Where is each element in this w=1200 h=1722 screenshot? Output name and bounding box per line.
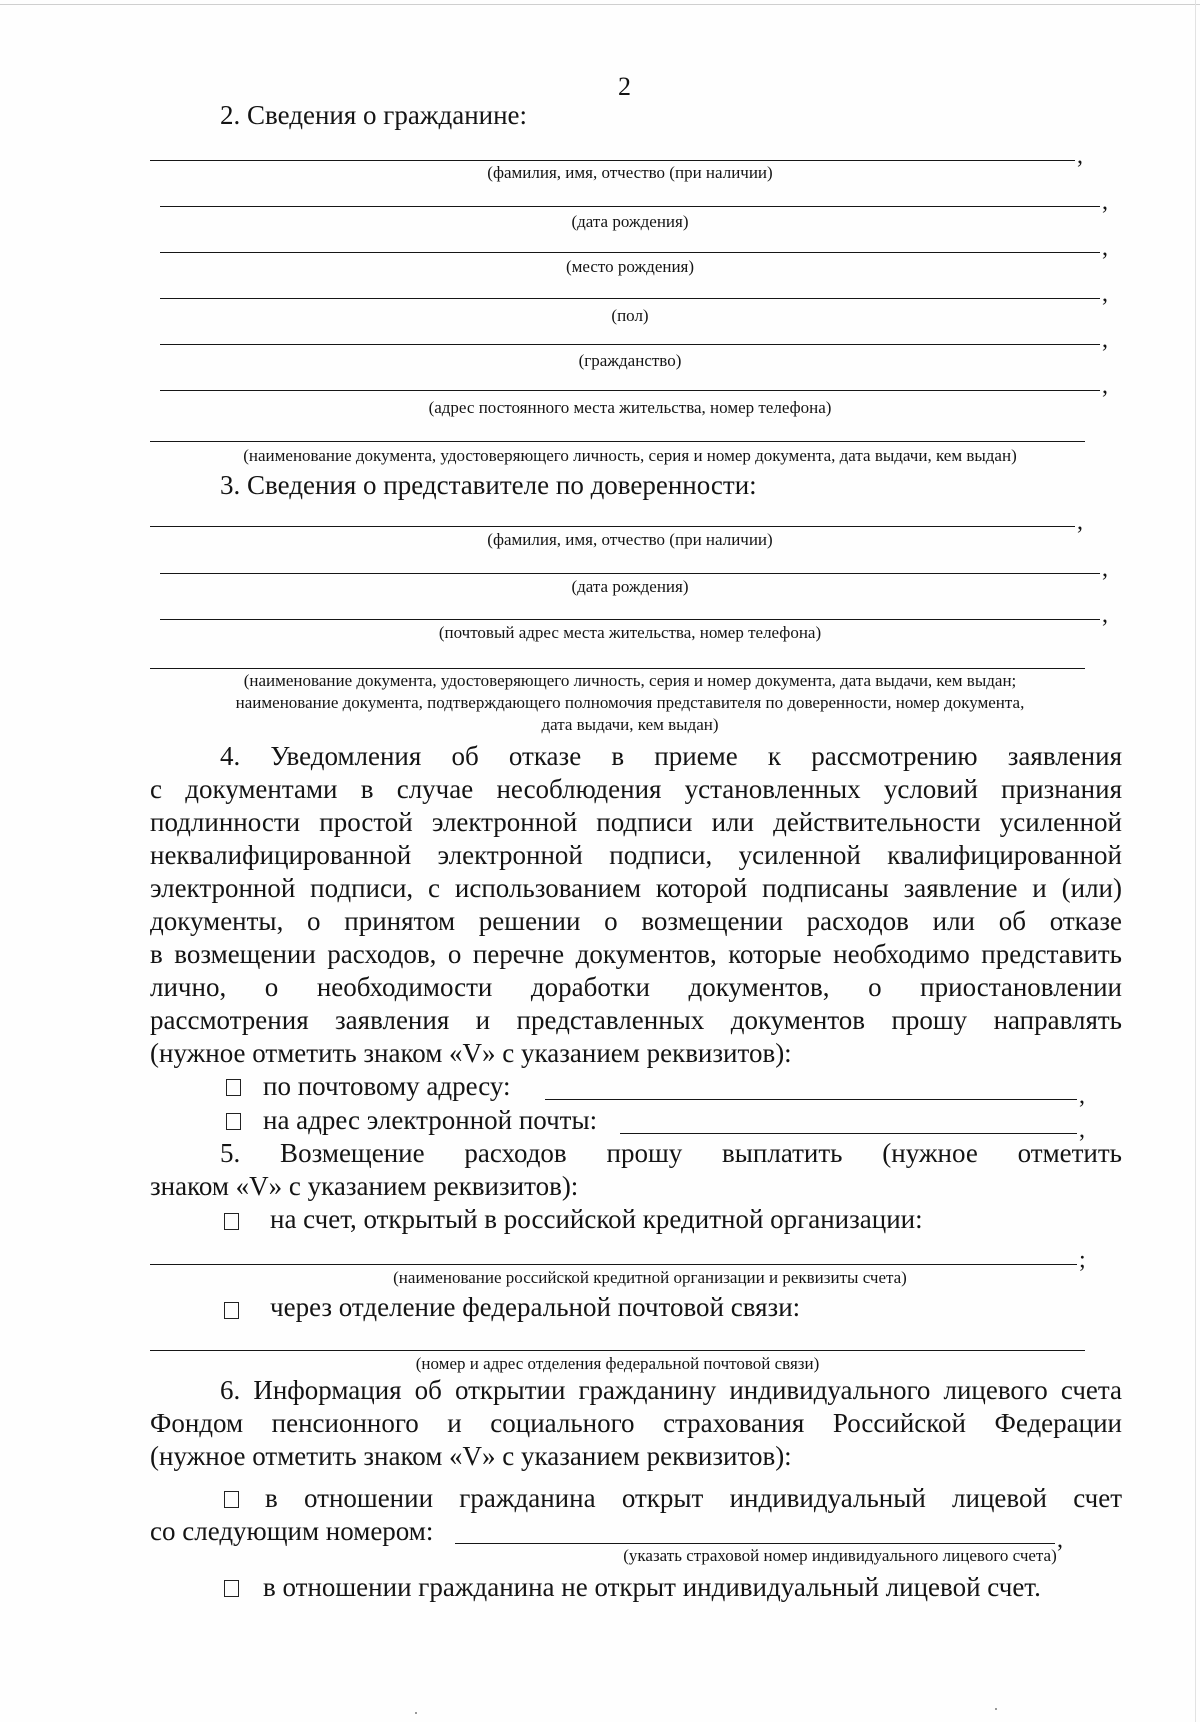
section5-line: знаком «V» с указанием реквизитов): [150,1171,579,1201]
caption-representative-name: (фамилия, имя, отчество (при наличии) [487,530,773,549]
section4-line: в возмещении расходов, о перечне документов, которые необходимо представить [150,939,1122,969]
scan-right-edge [1195,0,1196,1722]
scan-speck [415,1712,417,1714]
section4-line: электронной подписи, с использованием которой подписаны заявление и (или) [150,873,1122,903]
section4-line: (нужное отметить знаком «V» с указанием реквизитов): [150,1038,792,1068]
field-citizen-sex[interactable] [160,298,1100,299]
comma: , [1102,235,1108,261]
caption-citizen-sex: (пол) [611,306,649,325]
section3-heading: 3. Сведения о представителе по доверенности: [220,470,757,500]
caption-citizen-id-document: (наименование документа, удостоверяющего личность, серия и номер документа, дата выдачи, кем выдан) [243,446,1017,465]
caption-post-office: (номер и адрес отделения федеральной почтовой связи) [415,1354,820,1373]
field-representative-birthdate[interactable] [160,573,1100,574]
section6-line: (нужное отметить знаком «V» с указанием реквизитов): [150,1441,792,1471]
field-citizen-address[interactable] [160,390,1100,391]
scan-speck [995,1708,997,1710]
field-post-office[interactable] [150,1350,1085,1351]
field-citizen-birthdate[interactable] [160,206,1100,207]
field-citizen-id-document[interactable] [150,441,1085,442]
caption-citizen-name: (фамилия, имя, отчество (при наличии) [487,163,773,182]
section6-line: Фондом пенсионного и социального страхования Российской Федерации [150,1408,1122,1438]
comma: , [1102,556,1108,582]
comma: , [1077,509,1083,535]
caption-citizen-birthplace: (место рождения) [565,257,695,276]
checkbox-account-not-opened[interactable] [224,1580,239,1597]
section2-heading: 2. Сведения о гражданине: [220,100,528,130]
caption-bank-details: (наименование российской кредитной организации и реквизиты счета) [393,1268,907,1287]
scan-top-edge [0,4,1200,5]
field-account-number[interactable] [455,1543,1055,1544]
field-representative-documents[interactable] [150,668,1085,669]
section4-line: неквалифицированной электронной подписи, усиленной квалифицированной [150,840,1122,870]
caption-citizen-address: (адрес постоянного места жительства, номер телефона) [428,398,832,417]
comma: , [1102,281,1108,307]
field-representative-name[interactable] [150,526,1075,527]
caption-representative-documents-line2: наименование документа, подтверждающего полномочия представителя по доверенности, номер документа, [235,693,1025,712]
comma: , [1077,143,1083,169]
caption-representative-address: (почтовый адрес места жительства, номер телефона) [438,623,822,642]
field-citizen-birthplace[interactable] [160,252,1100,253]
section4-line: рассмотрения заявления и представленных документов прошу направлять [150,1005,1122,1035]
comma: , [1102,327,1108,353]
field-email[interactable] [620,1133,1077,1134]
caption-citizen-citizenship: (гражданство) [578,351,682,370]
comma: , [1102,602,1108,628]
semicolon: ; [1079,1247,1086,1273]
page-number: 2 [618,72,631,101]
field-citizen-citizenship[interactable] [160,344,1100,345]
option-email-label: на адрес электронной почты: [263,1105,598,1135]
caption-representative-documents-line1: (наименование документа, удостоверяющего личность, серия и номер документа, дата выдачи, кем выдан; [243,671,1017,690]
field-citizen-name[interactable] [150,160,1075,161]
section4-line: подлинности простой электронной подписи или действительности усиленной [150,807,1122,837]
section6-line: 6. Информация об открытии гражданину индивидуального лицевого счета [220,1375,1122,1405]
field-postal-address[interactable] [545,1099,1077,1100]
section4-line: лично, о необходимости доработки документов, о приостановлении [150,972,1122,1002]
section4-line: с документами в случае несоблюдения установленных условий признания [150,774,1122,804]
caption-account-number: (указать страховой номер индивидуального лицевого счета) [623,1546,1057,1565]
section5-line: 5. Возмещение расходов прошу выплатить (нужное отметить [220,1138,1122,1168]
caption-citizen-birthdate: (дата рождения) [571,212,689,231]
option-account-opened-line2: со следующим номером: [150,1516,434,1546]
checkbox-bank-account[interactable] [224,1213,239,1230]
comma: , [1079,1117,1085,1143]
checkbox-account-opened[interactable] [224,1491,239,1508]
caption-representative-birthdate: (дата рождения) [571,577,689,596]
option-account-not-opened-label: в отношении гражданина не открыт индивидуальный лицевой счет. [263,1572,1041,1602]
checkbox-post-office[interactable] [224,1302,239,1319]
comma: , [1102,189,1108,215]
field-bank-details[interactable] [150,1264,1077,1265]
checkbox-postal-address[interactable] [226,1079,241,1096]
comma: , [1057,1527,1063,1553]
section4-line: 4. Уведомления об отказе в приеме к рассмотрению заявления [220,741,1122,771]
section4-line: документы, о принятом решении о возмещении расходов или об отказе [150,906,1122,936]
option-postal-address-label: по почтовому адресу: [263,1071,511,1101]
checkbox-email[interactable] [226,1113,241,1130]
caption-representative-documents-line3: дата выдачи, кем выдан) [541,715,719,734]
option-post-office-label: через отделение федеральной почтовой связи: [270,1292,801,1322]
option-account-opened-line1: в отношении гражданина открыт индивидуальный лицевой счет [265,1483,1122,1513]
comma: , [1102,373,1108,399]
option-bank-account-label: на счет, открытый в российской кредитной организации: [270,1204,923,1234]
comma: , [1079,1083,1085,1109]
field-representative-address[interactable] [160,619,1100,620]
